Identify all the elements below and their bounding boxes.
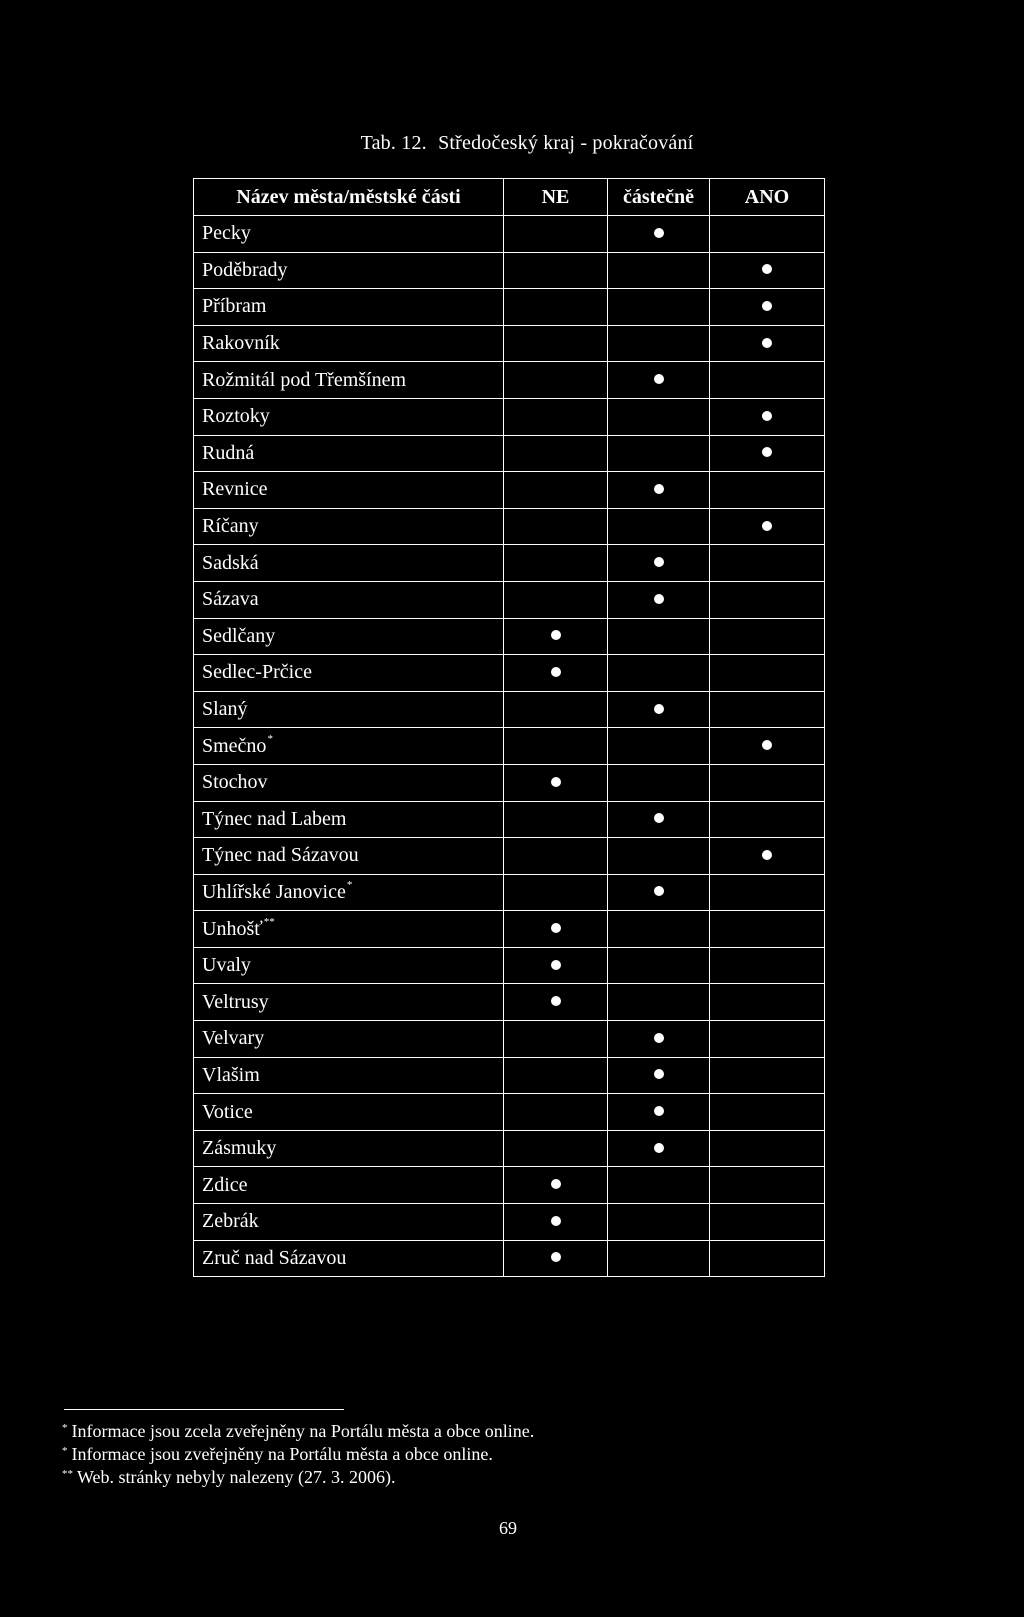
- cell-ano: [710, 1204, 825, 1241]
- page-number: 69: [499, 1518, 517, 1538]
- cell-ano: [710, 398, 825, 435]
- cell-ne: [504, 801, 608, 838]
- cell-castecne: [608, 874, 710, 911]
- cell-castecne: [608, 801, 710, 838]
- table-row: [194, 618, 825, 655]
- footnote-item: [62, 1443, 534, 1466]
- cell-ne: [504, 655, 608, 692]
- header-ne: NE: [504, 179, 608, 216]
- cell-castecne: [608, 1057, 710, 1094]
- bullet-dot-icon: [551, 667, 561, 677]
- table-row: [194, 947, 825, 984]
- cell-castecne: [608, 325, 710, 362]
- city-name: Veltrusy: [202, 990, 269, 1013]
- cell-castecne: [608, 1094, 710, 1131]
- cell-ne: [504, 874, 608, 911]
- city-name: Roztoky: [202, 405, 270, 428]
- city-name: Rakovník: [202, 332, 280, 355]
- city-name-cell: [194, 252, 504, 289]
- header-ano: ANO: [710, 179, 825, 216]
- table-row: [194, 1240, 825, 1277]
- bullet-dot-icon: [551, 996, 561, 1006]
- cell-castecne: [608, 691, 710, 728]
- cell-ne: [504, 435, 608, 472]
- city-name-cell: [194, 581, 504, 618]
- cell-ano: [710, 545, 825, 582]
- city-name-cell: [194, 362, 504, 399]
- cell-ne: [504, 581, 608, 618]
- table-row: [194, 472, 825, 509]
- cell-castecne: [608, 398, 710, 435]
- city-name: Slaný: [202, 698, 248, 721]
- cell-ano: [710, 728, 825, 765]
- cell-castecne: [608, 289, 710, 326]
- cell-ne: [504, 764, 608, 801]
- cell-ano: [710, 216, 825, 253]
- city-name-cell: [194, 289, 504, 326]
- city-name-cell: [194, 947, 504, 984]
- cell-ano: [710, 911, 825, 948]
- footnote-marker: *: [62, 1422, 68, 1434]
- city-name-cell: [194, 764, 504, 801]
- cell-castecne: [608, 947, 710, 984]
- bullet-dot-icon: [551, 923, 561, 933]
- cell-ne: [504, 691, 608, 728]
- table-caption: [0, 132, 1024, 155]
- city-name-cell: [194, 1057, 504, 1094]
- table-row: [194, 801, 825, 838]
- cell-castecne: [608, 545, 710, 582]
- city-name-cell: [194, 398, 504, 435]
- cell-castecne: [608, 435, 710, 472]
- cell-castecne: [608, 1130, 710, 1167]
- city-name-cell: [194, 1021, 504, 1058]
- table-row: [194, 911, 825, 948]
- city-name: Zruč nad Sázavou: [202, 1246, 347, 1269]
- cell-ano: [710, 1167, 825, 1204]
- cell-ne: [504, 325, 608, 362]
- bullet-dot-icon: [654, 1033, 664, 1043]
- city-name-cell: [194, 1204, 504, 1241]
- footnote-divider: [64, 1409, 344, 1410]
- bullet-dot-icon: [762, 740, 772, 750]
- city-name: Velvary: [202, 1027, 265, 1050]
- bullet-dot-icon: [654, 1143, 664, 1153]
- city-name-cell: [194, 216, 504, 253]
- bullet-dot-icon: [654, 704, 664, 714]
- bullet-dot-icon: [762, 411, 772, 421]
- bullet-dot-icon: [762, 850, 772, 860]
- city-name-cell: [194, 728, 504, 765]
- city-name: Sedlec-Prčice: [202, 661, 312, 684]
- header-castecne: částečně: [608, 179, 710, 216]
- bullet-dot-icon: [654, 484, 664, 494]
- city-name: Příbram: [202, 295, 267, 318]
- bullet-dot-icon: [654, 1069, 664, 1079]
- table-row: [194, 1130, 825, 1167]
- table-row: [194, 728, 825, 765]
- city-name: Vlašim: [202, 1063, 260, 1086]
- city-name: Sedlčany: [202, 624, 276, 647]
- cell-ne: [504, 472, 608, 509]
- table-row: [194, 655, 825, 692]
- footnotes: [62, 1420, 534, 1489]
- caption-label: Tab. 12.: [360, 132, 427, 154]
- table-row: [194, 1204, 825, 1241]
- city-name: Ríčany: [202, 515, 259, 538]
- cell-ne: [504, 1167, 608, 1204]
- cell-castecne: [608, 728, 710, 765]
- bullet-dot-icon: [654, 374, 664, 384]
- city-name: Unhošť: [202, 917, 263, 940]
- cell-ano: [710, 984, 825, 1021]
- cell-ano: [710, 508, 825, 545]
- footnote-marker: *: [62, 1445, 68, 1457]
- table-row: [194, 216, 825, 253]
- cell-ne: [504, 252, 608, 289]
- city-name: Sadská: [202, 551, 259, 574]
- cell-ano: [710, 947, 825, 984]
- city-name: Týnec nad Labem: [202, 807, 347, 830]
- table-row: [194, 398, 825, 435]
- city-name-cell: [194, 508, 504, 545]
- table-row: [194, 1094, 825, 1131]
- bullet-dot-icon: [551, 630, 561, 640]
- table-row: [194, 838, 825, 875]
- cell-ano: [710, 472, 825, 509]
- footnote-item: [62, 1466, 534, 1489]
- footnote-text: Informace jsou zveřejněny na Portálu města a obce online.: [71, 1444, 493, 1464]
- city-name-cell: [194, 1130, 504, 1167]
- city-name-cell: [194, 655, 504, 692]
- footnote-text: Informace jsou zcela zveřejněny na Portálu města a obce online.: [71, 1421, 535, 1441]
- bullet-dot-icon: [551, 777, 561, 787]
- cell-ano: [710, 874, 825, 911]
- city-name-cell: [194, 472, 504, 509]
- cell-castecne: [608, 508, 710, 545]
- cell-ne: [504, 984, 608, 1021]
- cell-ano: [710, 691, 825, 728]
- table-row: [194, 1167, 825, 1204]
- table-row: [194, 1021, 825, 1058]
- city-name-cell: [194, 691, 504, 728]
- bullet-dot-icon: [654, 557, 664, 567]
- footnote-reference: *: [346, 878, 353, 891]
- cell-castecne: [608, 581, 710, 618]
- city-name: Stochov: [202, 771, 268, 794]
- cell-ne: [504, 545, 608, 582]
- footnote-text: Web. stránky nebyly nalezeny (27. 3. 2006).: [77, 1467, 396, 1487]
- cell-castecne: [608, 252, 710, 289]
- city-table: [193, 178, 825, 1277]
- footnote-marker: **: [62, 1468, 73, 1480]
- bullet-dot-icon: [654, 1106, 664, 1116]
- table-row: [194, 252, 825, 289]
- cell-ano: [710, 581, 825, 618]
- cell-castecne: [608, 472, 710, 509]
- cell-ano: [710, 325, 825, 362]
- table-row: [194, 289, 825, 326]
- cell-ne: [504, 838, 608, 875]
- cell-ne: [504, 362, 608, 399]
- city-name-cell: [194, 801, 504, 838]
- cell-castecne: [608, 362, 710, 399]
- cell-castecne: [608, 911, 710, 948]
- table-row: [194, 435, 825, 472]
- cell-castecne: [608, 764, 710, 801]
- city-name-cell: [194, 874, 504, 911]
- table-header-row: [194, 179, 825, 216]
- bullet-dot-icon: [551, 960, 561, 970]
- cell-ne: [504, 911, 608, 948]
- cell-ano: [710, 801, 825, 838]
- cell-ne: [504, 1204, 608, 1241]
- city-name: Revnice: [202, 478, 268, 501]
- city-name-cell: [194, 911, 504, 948]
- city-name-cell: [194, 545, 504, 582]
- cell-castecne: [608, 984, 710, 1021]
- table-row: [194, 508, 825, 545]
- caption-text: Středočeský kraj - pokračování: [438, 132, 694, 154]
- bullet-dot-icon: [762, 521, 772, 531]
- city-name: Smečno: [202, 734, 267, 757]
- city-name-cell: [194, 325, 504, 362]
- cell-ano: [710, 252, 825, 289]
- city-name: Rudná: [202, 441, 255, 464]
- cell-ano: [710, 1057, 825, 1094]
- cell-ne: [504, 1021, 608, 1058]
- city-name: Zdice: [202, 1173, 248, 1196]
- cell-ano: [710, 1130, 825, 1167]
- cell-ne: [504, 728, 608, 765]
- city-name-cell: [194, 435, 504, 472]
- cell-castecne: [608, 618, 710, 655]
- city-name: Pecky: [202, 222, 251, 245]
- cell-castecne: [608, 838, 710, 875]
- cell-ne: [504, 947, 608, 984]
- cell-ano: [710, 435, 825, 472]
- cell-ano: [710, 289, 825, 326]
- cell-castecne: [608, 1240, 710, 1277]
- city-name: Zebrák: [202, 1210, 259, 1233]
- bullet-dot-icon: [551, 1179, 561, 1189]
- city-name: Týnec nad Sázavou: [202, 844, 359, 867]
- table-row: [194, 1057, 825, 1094]
- table-row: [194, 325, 825, 362]
- city-name: Rožmitál pod Třemšínem: [202, 368, 407, 391]
- cell-castecne: [608, 1167, 710, 1204]
- city-name: Uvaly: [202, 954, 251, 977]
- table-row: [194, 764, 825, 801]
- bullet-dot-icon: [654, 594, 664, 604]
- cell-castecne: [608, 1204, 710, 1241]
- bullet-dot-icon: [551, 1252, 561, 1262]
- bullet-dot-icon: [762, 447, 772, 457]
- footnote-reference: **: [263, 915, 275, 928]
- cell-ano: [710, 362, 825, 399]
- cell-ano: [710, 764, 825, 801]
- bullet-dot-icon: [762, 338, 772, 348]
- city-name-cell: [194, 618, 504, 655]
- city-name-cell: [194, 1240, 504, 1277]
- bullet-dot-icon: [551, 1216, 561, 1226]
- cell-ne: [504, 216, 608, 253]
- cell-castecne: [608, 655, 710, 692]
- table-row: [194, 691, 825, 728]
- cell-ano: [710, 618, 825, 655]
- cell-ano: [710, 838, 825, 875]
- table-body: [194, 216, 825, 1277]
- city-name-cell: [194, 838, 504, 875]
- cell-ne: [504, 289, 608, 326]
- bullet-dot-icon: [762, 301, 772, 311]
- footnote-item: [62, 1420, 534, 1443]
- city-name-cell: [194, 984, 504, 1021]
- cell-ano: [710, 1240, 825, 1277]
- city-name: Sázava: [202, 588, 259, 611]
- cell-ne: [504, 398, 608, 435]
- footnote-reference: *: [267, 732, 273, 745]
- header-name: Název města/městské části: [194, 179, 504, 216]
- city-name: Poděbrady: [202, 258, 288, 281]
- table-row: [194, 581, 825, 618]
- cell-castecne: [608, 1021, 710, 1058]
- cell-ne: [504, 1057, 608, 1094]
- table-row: [194, 362, 825, 399]
- bullet-dot-icon: [654, 228, 664, 238]
- cell-ne: [504, 1130, 608, 1167]
- city-name-cell: [194, 1167, 504, 1204]
- cell-ne: [504, 508, 608, 545]
- cell-castecne: [608, 216, 710, 253]
- cell-ano: [710, 655, 825, 692]
- bullet-dot-icon: [762, 264, 772, 274]
- cell-ano: [710, 1094, 825, 1131]
- cell-ne: [504, 618, 608, 655]
- city-name: Votice: [202, 1100, 253, 1123]
- city-name: Zásmuky: [202, 1137, 277, 1160]
- table-row: [194, 545, 825, 582]
- cell-ne: [504, 1094, 608, 1131]
- bullet-dot-icon: [654, 813, 664, 823]
- city-name-cell: [194, 1094, 504, 1131]
- table-row: [194, 984, 825, 1021]
- bullet-dot-icon: [654, 886, 664, 896]
- cell-ano: [710, 1021, 825, 1058]
- table-row: [194, 874, 825, 911]
- cell-ne: [504, 1240, 608, 1277]
- city-name: Uhlířské Janovice: [202, 880, 346, 903]
